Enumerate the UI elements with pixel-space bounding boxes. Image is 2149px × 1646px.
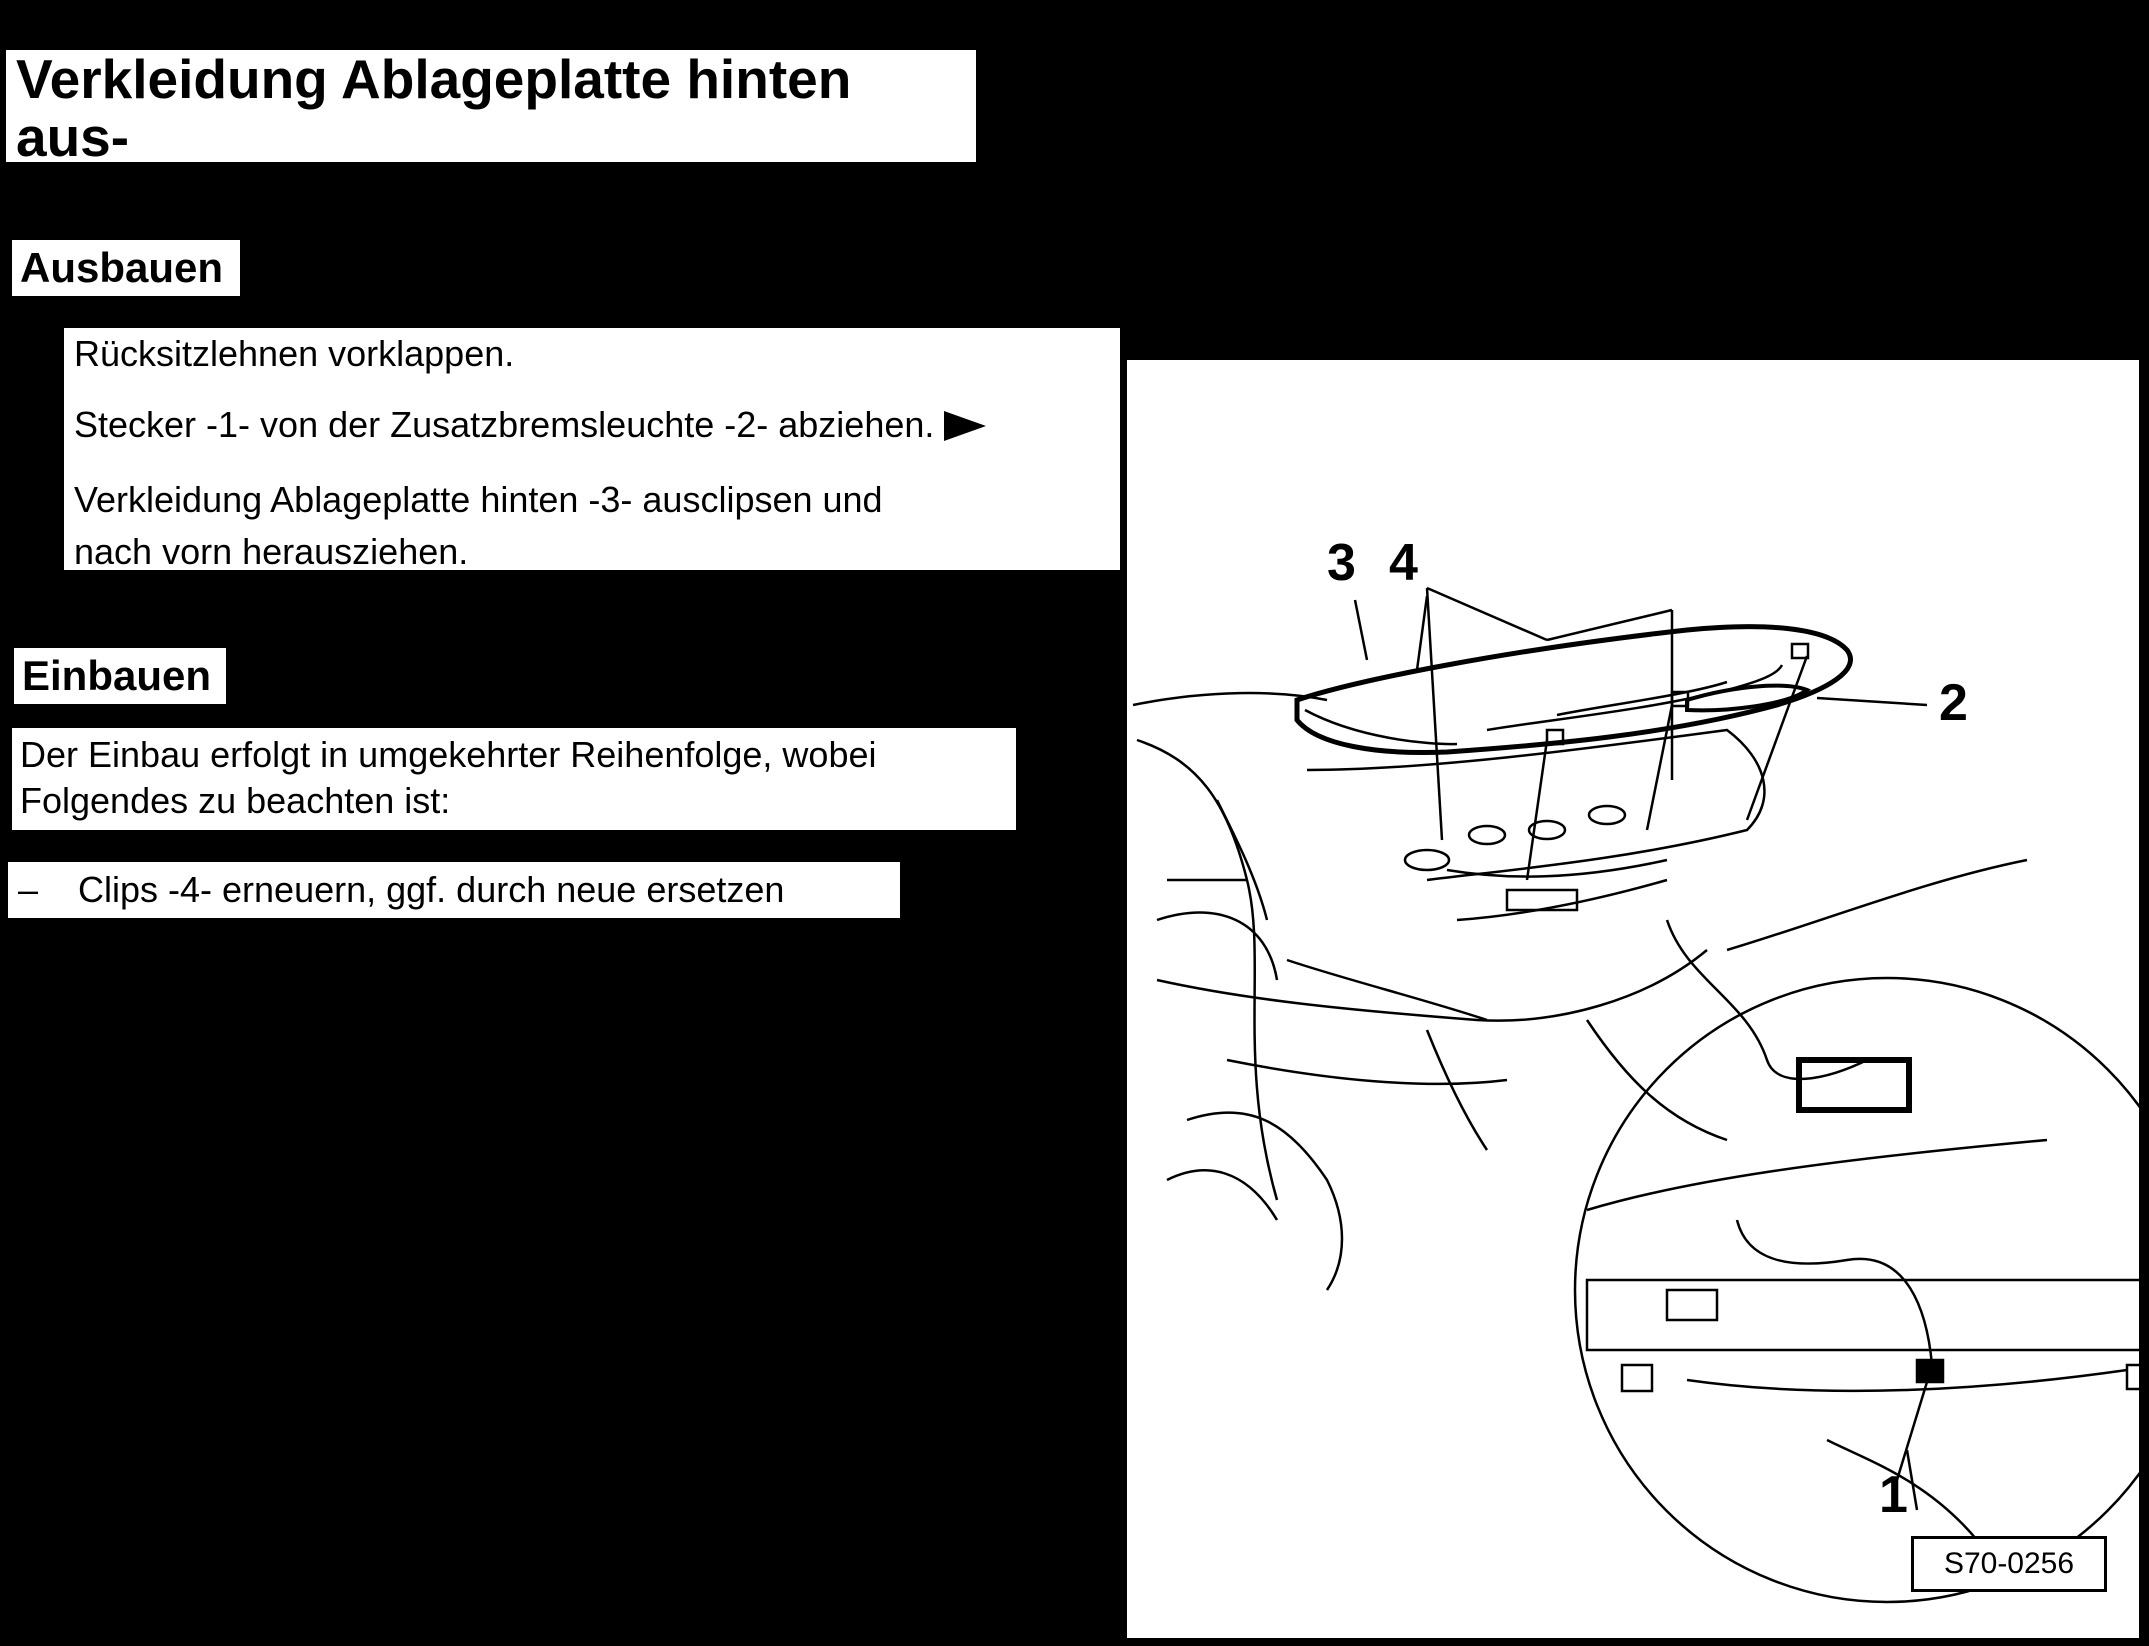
- removal-heading: Ausbauen: [12, 240, 240, 296]
- removal-step-2: Stecker -1- von der Zusatzbremsleuchte -2- abziehen.: [74, 403, 1120, 447]
- car-rear-shelf-drawing: [1127, 360, 2147, 1646]
- callout-3: 3: [1327, 534, 1356, 592]
- title-line-1: Verkleidung Ablageplatte hinten aus-: [16, 48, 852, 168]
- installation-bullet: [8, 862, 900, 918]
- page-title: [6, 48, 976, 226]
- callout-4: 4: [1389, 534, 1418, 592]
- callout-1: 1: [1879, 1466, 1908, 1524]
- figure-id-label: S70-0256: [1911, 1536, 2107, 1592]
- title-line-2: und einbauen: [16, 164, 374, 226]
- bullet-dash: –: [18, 869, 39, 910]
- technical-illustration: [1123, 356, 2143, 1642]
- callout-2: 2: [1939, 674, 1968, 732]
- bullet-text: Clips -4- erneuern, ggf. durch neue ersetzen: [78, 869, 785, 910]
- removal-step-3: Verkleidung Ablageplatte hinten -3- ausclipsen und nach vorn herausziehen.: [74, 479, 883, 572]
- removal-steps: [64, 328, 1120, 570]
- installation-note-line-2: Folgendes zu beachten ist:: [20, 780, 451, 821]
- arrow-right-icon: [944, 411, 986, 441]
- installation-note-line-1: Der Einbau erfolgt in umgekehrter Reihenfolge, wobei: [20, 734, 877, 775]
- installation-heading: Einbauen: [14, 648, 226, 704]
- installation-note: [12, 728, 1016, 830]
- removal-step-1: Rücksitzlehnen vorklappen.: [74, 333, 515, 374]
